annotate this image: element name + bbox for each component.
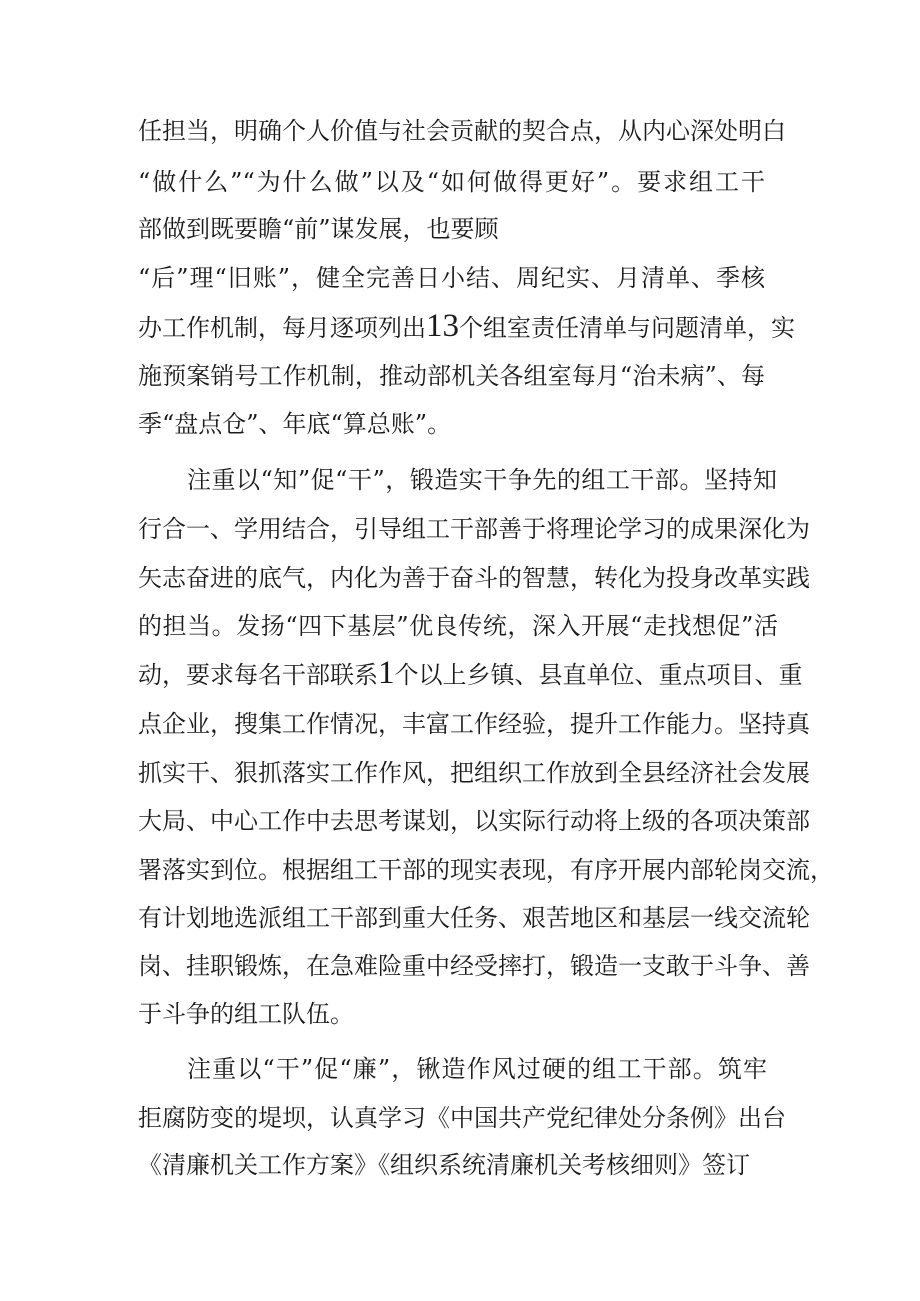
text-line-16: 署落实到位。根据组工干部的现实表现，有序开展内部轮岗交流，	[138, 856, 834, 884]
text-line-1: 任担当，明确个人价值与社会贡献的契合点，从内心深处明白	[138, 117, 786, 145]
text-line-3: 部做到既要瞻“前”谋发展，也要顾	[138, 215, 499, 243]
text-line-5	[138, 308, 795, 346]
text-line-7: 季“盘点仓”、年底“算总账”。	[138, 410, 452, 438]
text-line-22: 《清廉机关工作方案》《组织系统清廉机关考核细则》签订	[138, 1151, 750, 1179]
text-line-5-part-2: 个组室责任清单与问题清单，实	[459, 314, 795, 342]
text-line-5-part-1: 办工作机制，每月逐项列出	[138, 314, 426, 342]
text-line-12-part-2: 个以上乡镇、县直单位、重点项目、重	[394, 661, 803, 689]
text-line-12-part-1: 动，要求每名干部联系	[138, 661, 378, 689]
text-line-9: 行合一、学用结合，引导组工干部善于将理论学习的成果深化为	[138, 515, 810, 543]
text-line-2: “做什么”“为什么做”以及“如何做得更好”。要求组工干	[138, 168, 765, 196]
text-line-12	[138, 655, 803, 693]
text-line-13: 点企业，搜集工作情况，丰富工作经验，提升工作能力。坚持真	[138, 710, 810, 738]
text-line-18: 岗、挂职锻炼，在急难险重中经受摔打，锻造一支敢于斗争、善	[138, 952, 810, 980]
text-line-17: 有计划地选派组工干部到重大任务、艰苦地区和基层一线交流轮	[138, 904, 810, 932]
text-line-10: 矢志奋进的底气，内化为善于奋斗的智慧，转化为投身改革实践	[138, 564, 810, 592]
text-line-12-number: 1	[378, 655, 395, 691]
text-line-4: “后”理“旧账”，健全完善日小结、周纪实、月清单、季核	[138, 264, 765, 292]
text-line-15: 大局、中心工作中去思考谋划，以实际行动将上级的各项决策部	[138, 807, 810, 835]
text-line-19: 于斗争的组工队伍。	[138, 1000, 354, 1028]
text-line-21: 拒腐防变的堤坝，认真学习《中国共产党纪律处分条例》出台	[138, 1104, 786, 1132]
text-line-6: 施预案销号工作机制，推动部机关各组室每月“治未病”、每	[138, 362, 765, 390]
text-line-20: 注重以“干”促“廉”，锹造作风过硬的组工干部。筑牢	[187, 1055, 767, 1083]
text-line-11: 的担当。发扬“四下基层”优良传统，深入开展“走找想促”活	[138, 612, 778, 640]
text-line-8: 注重以“知”促“干”，锻造实干争先的组工干部。坚持知	[187, 466, 777, 494]
text-line-14: 抓实干、狠抓落实工作作风，把组织工作放到全县经济社会发展	[138, 759, 810, 787]
text-line-5-number: 13	[426, 308, 459, 344]
